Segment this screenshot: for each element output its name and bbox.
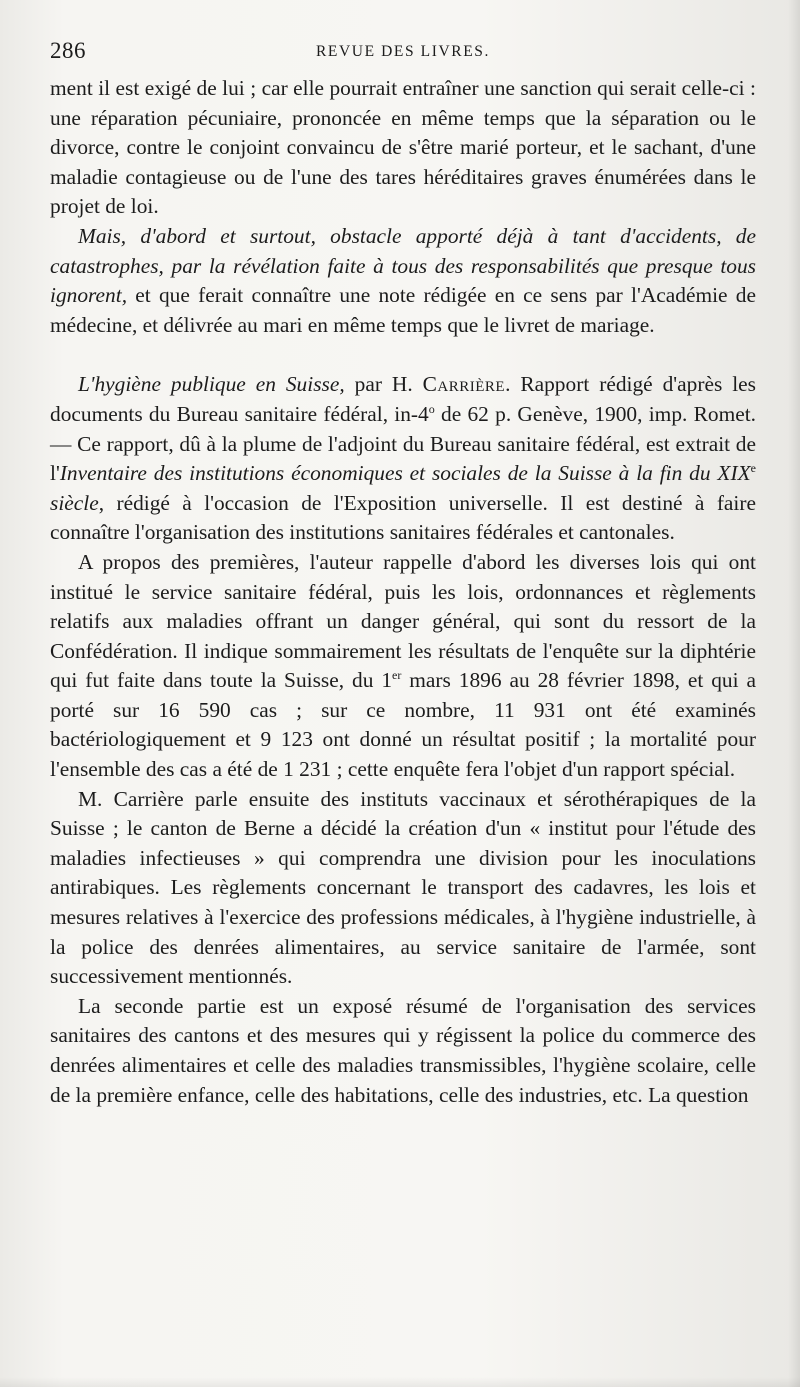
book-review-entry bbox=[50, 370, 756, 548]
by-text: par H. bbox=[344, 372, 423, 397]
century-word: siècle bbox=[50, 490, 99, 515]
paragraph-conclusion bbox=[50, 222, 756, 340]
publication-details-3: , rédigé à l'occasion de l'Exposition universelle. Il est destiné à faire connaître l'organisation des institutions sanitaires fédérales et cantonales. bbox=[50, 490, 756, 545]
page-number: 286 bbox=[50, 38, 86, 63]
date-superscript: er bbox=[392, 668, 402, 683]
running-title: REVUE DES LIVRES. bbox=[315, 43, 491, 60]
author-name: Carrière bbox=[422, 372, 506, 397]
scan-bottom-shadow bbox=[0, 1377, 800, 1387]
italic-emphasis: Mais, d'abord et surtout, obstacle apporté déjà à tant d'accidents, de catastrophes, par la révélation faite à tous des responsabilités que presque tous ignorent, bbox=[50, 223, 756, 308]
paragraph-continuation: ment il est exigé de lui ; car elle pourrait entraîner une sanction qui serait celle-ci : une réparation pécuniaire, prononcée en même temps que la séparation ou le divorce, contre le conjoint convaincu de s'être marié porteur, et le sachant, d'une maladie contagieuse ou de l'une des tares héréditaires graves énumérées dans le projet de loi. bbox=[50, 76, 756, 219]
paragraph-cantons: La seconde partie est un exposé résumé de l'organisation des services sanitaires des cantons et des mesures qui y régissent la police du commerce des denrées alimentaires et celle des maladies transmissibles, l'hygiène scolaire, celle de la première enfance, celle des habitations, celle des industries, etc. La question bbox=[50, 993, 756, 1107]
scan-edge-shadow bbox=[788, 0, 800, 1387]
paragraph-federal-b: mars 1896 au 28 février 1898, et qui a porté sur 16 590 cas ; sur ce nombre, 11 931 ont été examinés bactériologiquement et 9 123 ont donné un résultat positif ; la mortalité pour l'ensemble des cas a été de 1 231 ; cette enquête fera l'objet d'un rapport spécial. bbox=[50, 668, 756, 782]
publication-details-2: de 62 p. Genève, 1900, imp. Romet. — Ce rapport, dû à la plume de l'adjoint du Bureau sanitaire fédéral, est extrait de l' bbox=[50, 401, 757, 486]
century-superscript: e bbox=[750, 461, 756, 475]
section-gap bbox=[50, 340, 756, 370]
paragraph-conclusion-rest: et que ferait connaître une note rédigée en ce sens par l'Académie de médecine, et délivrée au mari en même temps que le livret de mariage. bbox=[50, 283, 756, 337]
inventory-title: Inventaire des institutions économiques et sociales de la Suisse à la fin du XIX bbox=[59, 461, 751, 486]
paragraph-federal-a: A propos des premières, l'auteur rappelle d'abord les diverses lois qui ont institué le service sanitaire fédéral, puis les lois, ordonnances et règlements relatifs aux maladies offrant un danger général, qui sont du ressort de la Confédération. Il indique sommairement les résultats de l'enquête sur la diphtérie qui fut faite dans toute la Suisse, du 1 bbox=[50, 549, 756, 693]
format-superscript: o bbox=[428, 401, 435, 416]
book-title: L'hygiène publique en Suisse, bbox=[78, 372, 345, 397]
publication-details: . Rapport rédigé d'après les documents du Bureau sanitaire fédéral, in-4 bbox=[50, 372, 756, 426]
paragraph-institutes: M. Carrière parle ensuite des instituts vaccinaux et sérothérapiques de la Suisse ; le canton de Berne a décidé la création d'un « institut pour l'étude des maladies infectieuses » qui comprendra une division pour les inoculations antirabiques. Les règlements concernant le transport des cadavres, les lois et mesures relatives à l'exercice des professions médicales, à l'hygiène industrielle, à la police des denrées alimentaires, au service sanitaire de l'armée, sont successivement mentionnés. bbox=[50, 786, 756, 989]
paragraph-federal bbox=[50, 548, 756, 785]
page-header bbox=[50, 38, 756, 74]
text-block bbox=[50, 74, 756, 1110]
